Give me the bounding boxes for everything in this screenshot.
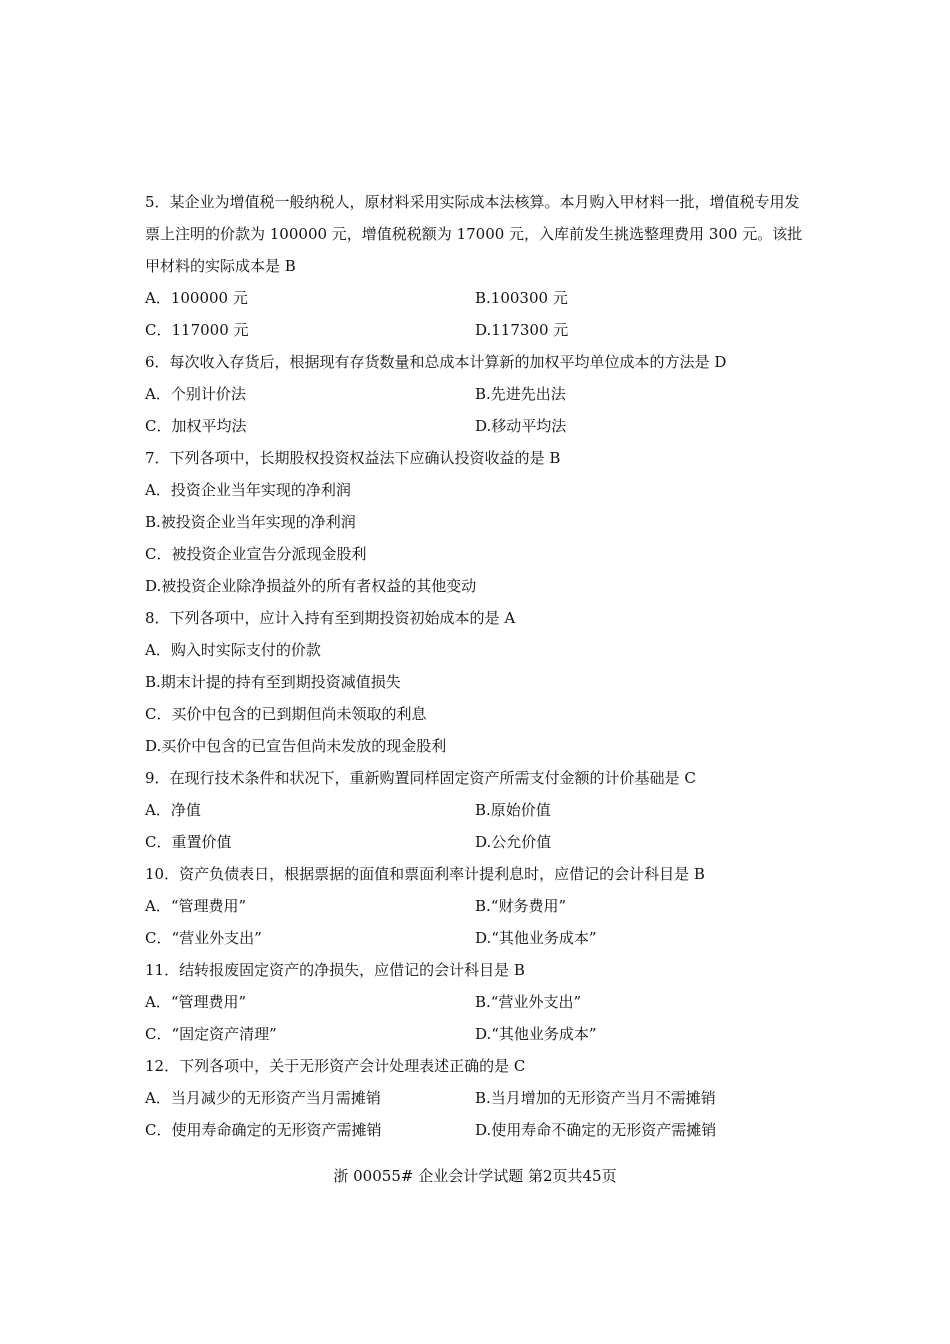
question-11-text: 11．结转报废固定资产的净损失，应借记的会计科目是 B <box>145 961 525 979</box>
question-11-options-row-1 <box>145 986 810 1018</box>
option-b: B.先进先出法 <box>475 385 566 403</box>
option-a: A．个别计价法 <box>145 385 246 403</box>
option-d: D.买价中包含的已宣告但尚未发放的现金股利 <box>145 737 447 755</box>
option-c: C．117000 元 <box>145 321 249 339</box>
option-a: A．投资企业当年实现的净利润 <box>145 481 351 499</box>
option-a: A．当月减少的无形资产当月需摊销 <box>145 1089 381 1107</box>
option-d: D.移动平均法 <box>475 417 567 435</box>
option-a: A．100000 元 <box>145 289 248 307</box>
question-12-options-row-2 <box>145 1114 810 1146</box>
question-6-options-row-2 <box>145 410 810 442</box>
question-10-options-row-1 <box>145 890 810 922</box>
option-d: D.“其他业务成本” <box>475 929 597 947</box>
option-b: B.“营业外支出” <box>475 993 582 1011</box>
question-11-options-row-2 <box>145 1018 810 1050</box>
option-a: A．“管理费用” <box>145 897 247 915</box>
question-9-options-row-1 <box>145 794 810 826</box>
option-d: D.使用寿命不确定的无形资产需摊销 <box>475 1121 717 1139</box>
option-c: C．“固定资产清理” <box>145 1025 277 1043</box>
question-5-options-row-1 <box>145 282 810 314</box>
question-6-options-row-1 <box>145 378 810 410</box>
question-9-options-row-2 <box>145 826 810 858</box>
question-5-options-row-2 <box>145 314 810 346</box>
option-c: C．加权平均法 <box>145 417 247 435</box>
option-a: A．“管理费用” <box>145 993 247 1011</box>
option-a: A．购入时实际支付的价款 <box>145 641 321 659</box>
option-c: C．被投资企业宣告分派现金股利 <box>145 545 367 563</box>
option-d: D.公允价值 <box>475 833 552 851</box>
option-b: B.当月增加的无形资产当月不需摊销 <box>475 1089 716 1107</box>
question-10-options-row-2 <box>145 922 810 954</box>
option-b: B.“财务费用” <box>475 897 567 915</box>
question-10-text: 10．资产负债表日，根据票据的面值和票面利率计提利息时，应借记的会计科目是 B <box>145 865 705 883</box>
question-6-text: 6．每次收入存货后，根据现有存货数量和总成本计算新的加权平均单位成本的方法是 D <box>145 353 727 371</box>
question-12-text: 12．下列各项中，关于无形资产会计处理表述正确的是 C <box>145 1057 526 1075</box>
option-b: B.被投资企业当年实现的净利润 <box>145 513 356 531</box>
option-b: B.原始价值 <box>475 801 551 819</box>
question-8-text: 8．下列各项中，应计入持有至到期投资初始成本的是 A <box>145 609 516 627</box>
page-footer: 浙 00055# 企业会计学试题 第2页共45页 <box>333 1167 617 1185</box>
option-a: A．净值 <box>145 801 201 819</box>
question-9-text: 9．在现行技术条件和状况下，重新购置同样固定资产所需支付金额的计价基础是 C <box>145 769 696 787</box>
question-12-options-row-1 <box>145 1082 810 1114</box>
option-b: B.期末计提的持有至到期投资减值损失 <box>145 673 401 691</box>
option-d: D.“其他业务成本” <box>475 1025 597 1043</box>
question-7-text: 7．下列各项中，长期股权投资权益法下应确认投资收益的是 B <box>145 449 561 467</box>
option-c: C．使用寿命确定的无形资产需摊销 <box>145 1121 382 1139</box>
option-c: C．“营业外支出” <box>145 929 262 947</box>
option-c: C．买价中包含的已到期但尚未领取的利息 <box>145 705 427 723</box>
question-5-text: 5．某企业为增值税一般纳税人，原材料采用实际成本法核算。本月购入甲材料一批，增值税专用发票上注明的价款为 100000 元，增值税税额为 17000 元，入库前发生挑选整理费用 300 元。该批甲材料的实际成本是 B <box>145 193 803 275</box>
option-b: B.100300 元 <box>475 289 568 307</box>
option-d: D.117300 元 <box>475 321 569 339</box>
question-list <box>145 186 810 1146</box>
option-d: D.被投资企业除净损益外的所有者权益的其他变动 <box>145 577 477 595</box>
option-c: C．重置价值 <box>145 833 232 851</box>
